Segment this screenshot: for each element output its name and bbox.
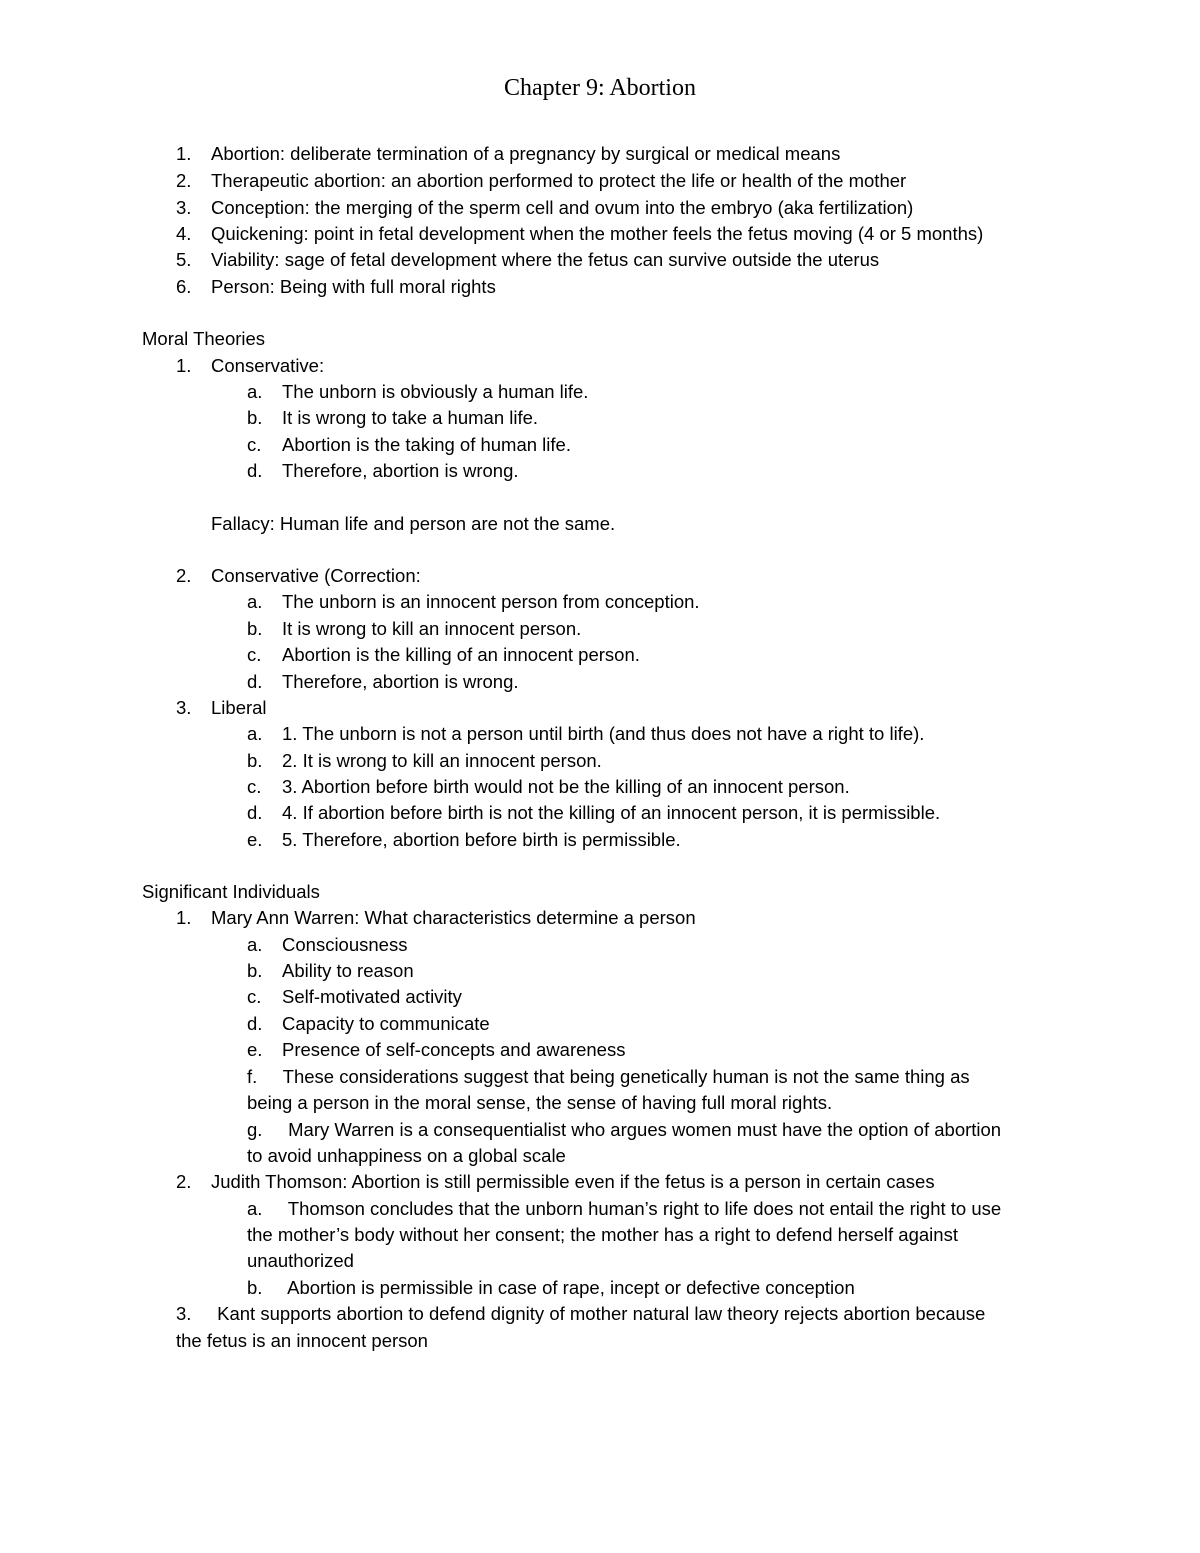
- list-item: Self-motivated activity: [282, 986, 462, 1007]
- list-item: 3. Abortion before birth would not be the killing of an innocent person.: [282, 776, 850, 797]
- list-item: Consciousness: [282, 934, 408, 955]
- list-number: 2.: [176, 170, 192, 191]
- list-letter: d.: [247, 802, 263, 823]
- list-letter: c.: [247, 644, 262, 665]
- list-number: 6.: [176, 276, 192, 297]
- list-number: 1.: [176, 355, 192, 376]
- list-item: 4. If abortion before birth is not the killing of an innocent person, it is permissible.: [282, 802, 941, 823]
- list-letter: a.: [247, 591, 263, 612]
- list-letter: c.: [247, 434, 262, 455]
- section-heading-moral-theories: Moral Theories: [142, 328, 266, 349]
- list-letter: b.: [247, 960, 263, 981]
- thomson-item-b: b. Abortion is permissible in case of rape, incept or defective conception: [247, 1277, 855, 1298]
- list-number: 1.: [176, 907, 192, 928]
- thomson-label: Judith Thomson: Abortion is still permissible even if the fetus is a person in certain cases: [211, 1171, 935, 1192]
- warren-item-g-line1: g. Mary Warren is a consequentialist who argues women must have the option of abortion: [247, 1119, 1002, 1140]
- list-item: The unborn is an innocent person from conception.: [282, 591, 700, 612]
- list-letter: d.: [247, 671, 263, 692]
- list-letter: d.: [247, 460, 263, 481]
- list-number: 4.: [176, 223, 192, 244]
- fallacy-note: Fallacy: Human life and person are not the same.: [211, 513, 616, 534]
- list-number: 2.: [176, 1171, 192, 1192]
- list-item: Abortion is the killing of an innocent person.: [282, 644, 640, 665]
- list-number: 1.: [176, 143, 192, 164]
- definition-therapeutic-abortion: Therapeutic abortion: an abortion performed to protect the life or health of the mother: [211, 170, 907, 191]
- list-letter: c.: [247, 986, 262, 1007]
- warren-item-g-line2: to avoid unhappiness on a global scale: [247, 1145, 566, 1166]
- kant-line1: 3. Kant supports abortion to defend dignity of mother natural law theory rejects abortion because: [176, 1303, 986, 1324]
- definition-quickening: Quickening: point in fetal development when the mother feels the fetus moving (4 or 5 months): [211, 223, 984, 244]
- list-item: 1. The unborn is not a person until birth (and thus does not have a right to life).: [282, 723, 925, 744]
- list-item: 5. Therefore, abortion before birth is permissible.: [282, 829, 681, 850]
- list-letter: a.: [247, 723, 263, 744]
- definition-person: Person: Being with full moral rights: [211, 276, 496, 297]
- list-item: Presence of self-concepts and awareness: [282, 1039, 626, 1060]
- list-letter: e.: [247, 1039, 263, 1060]
- thomson-item-a-line2: the mother’s body without her consent; the mother has a right to defend herself against: [247, 1224, 958, 1245]
- list-letter: a.: [247, 934, 263, 955]
- list-item: It is wrong to kill an innocent person.: [282, 618, 582, 639]
- list-item: It is wrong to take a human life.: [282, 407, 539, 428]
- list-letter: b.: [247, 407, 263, 428]
- thomson-item-a-line1: a. Thomson concludes that the unborn human’s right to life does not entail the right to use: [247, 1198, 1002, 1219]
- list-letter: a.: [247, 381, 263, 402]
- list-number: 3.: [176, 697, 192, 718]
- list-letter: e.: [247, 829, 263, 850]
- theory-conservative-correction-label: Conservative (Correction:: [211, 565, 421, 586]
- list-letter: c.: [247, 776, 262, 797]
- list-letter: b.: [247, 618, 263, 639]
- list-item: 2. It is wrong to kill an innocent person.: [282, 750, 602, 771]
- list-item: Capacity to communicate: [282, 1013, 490, 1034]
- list-number: 5.: [176, 249, 192, 270]
- list-item: Abortion is the taking of human life.: [282, 434, 571, 455]
- list-item: Therefore, abortion is wrong.: [282, 671, 519, 692]
- list-number: 2.: [176, 565, 192, 586]
- definition-conception: Conception: the merging of the sperm cell and ovum into the embryo (aka fertilization): [211, 197, 914, 218]
- list-number: 3.: [176, 197, 192, 218]
- page-title: Chapter 9: Abortion: [504, 75, 696, 101]
- kant-line2: the fetus is an innocent person: [176, 1330, 428, 1351]
- list-letter: d.: [247, 1013, 263, 1034]
- list-letter: b.: [247, 750, 263, 771]
- thomson-item-a-line3: unauthorized: [247, 1250, 354, 1271]
- warren-label: Mary Ann Warren: What characteristics determine a person: [211, 907, 696, 928]
- definition-abortion: Abortion: deliberate termination of a pregnancy by surgical or medical means: [211, 143, 841, 164]
- warren-item-f-line1: f. These considerations suggest that being genetically human is not the same thing as: [247, 1066, 970, 1087]
- list-item: Therefore, abortion is wrong.: [282, 460, 519, 481]
- list-item: The unborn is obviously a human life.: [282, 381, 589, 402]
- section-heading-significant-individuals: Significant Individuals: [142, 881, 320, 902]
- warren-item-f-line2: being a person in the moral sense, the sense of having full moral rights.: [247, 1092, 833, 1113]
- theory-conservative-label: Conservative:: [211, 355, 325, 376]
- definition-viability: Viability: sage of fetal development where the fetus can survive outside the uterus: [211, 249, 880, 270]
- theory-liberal-label: Liberal: [211, 697, 267, 718]
- list-item: Ability to reason: [282, 960, 414, 981]
